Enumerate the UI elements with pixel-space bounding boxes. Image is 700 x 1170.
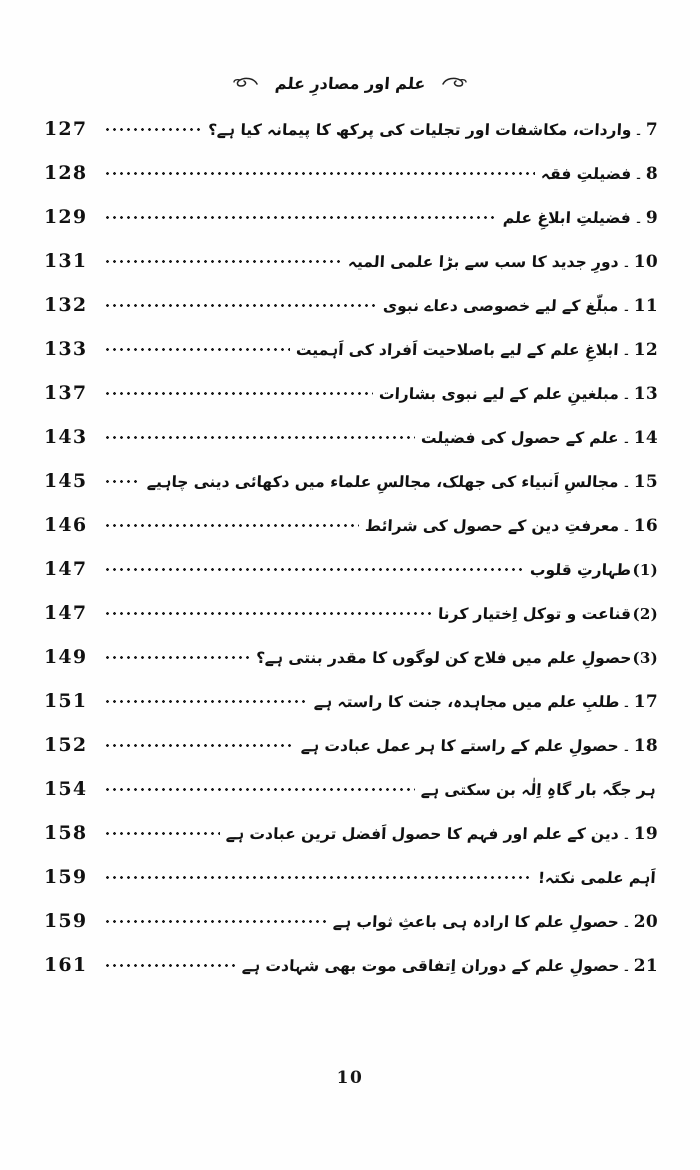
toc-entry-label: [530, 561, 658, 579]
ornament-flourish-icon: [233, 75, 259, 91]
toc-entry-separator: ۔: [621, 297, 631, 315]
toc-leader-dots: [106, 383, 373, 399]
toc-entry-page-number: 137: [44, 382, 88, 404]
toc-entry-label: [333, 912, 658, 932]
toc-entry-title: حصولِ علم کے راستے کا ہر عمل عبادت ہے: [300, 737, 620, 755]
toc-entry[interactable]: [44, 646, 658, 690]
toc-entry-label: [301, 736, 658, 756]
toc-entry-separator: ۔: [621, 385, 631, 403]
toc-leader-dots: [106, 559, 524, 575]
toc-entry-title: مجالسِ اَنبیاء کی جھلک، مجالسِ علماء میں دکھائی دینی چاہیے: [146, 473, 620, 491]
toc-entry[interactable]: [44, 734, 658, 778]
toc-entry[interactable]: [44, 866, 658, 910]
toc-leader-dots: [106, 779, 415, 795]
toc-entry-label: [208, 120, 658, 140]
toc-entry-separator: ۔: [634, 209, 643, 227]
toc-leader-dots: [106, 647, 250, 663]
toc-leader-dots: [106, 823, 220, 839]
toc-entry-number: 15: [633, 472, 658, 492]
toc-entry-title: حصولِ علم کے دوران اِتفاقی موت بھی شہادت ہے: [241, 957, 620, 975]
toc-entry-label: [314, 692, 659, 712]
toc-entry[interactable]: [44, 602, 658, 646]
toc-entry-number: 19: [633, 824, 658, 844]
toc-entry-number: 9: [645, 208, 658, 228]
toc-entry-title: فضیلتِ فقہ: [540, 165, 632, 183]
toc-entry-page-number: 159: [44, 866, 88, 888]
toc-entry-label: [365, 516, 658, 536]
table-of-contents: [44, 118, 658, 998]
toc-entry-number: 20: [633, 912, 658, 932]
toc-entry-title: مبلّغ کے لیے خصوصی دعاے نبوی: [382, 297, 620, 315]
toc-entry-page-number: 159: [44, 910, 88, 932]
toc-entry-title: قناعت و توکل اِختیار کرنا: [437, 605, 632, 623]
toc-entry[interactable]: [44, 954, 658, 998]
toc-entry-page-number: 146: [44, 514, 88, 536]
toc-entry-number: 18: [633, 736, 658, 756]
toc-entry-title: دین کے علم اور فہم کا حصول اَفضل ترین عبادت ہے: [225, 825, 620, 843]
toc-leader-dots: [106, 427, 415, 443]
toc-entry-title: طہارتِ قلوب: [529, 561, 632, 579]
toc-entry-page-number: 133: [44, 338, 88, 360]
toc-entry[interactable]: [44, 558, 658, 602]
toc-entry-title: واردات، مکاشفات اور تجلیات کی پرکھ کا پیمانہ کیا ہے؟: [207, 121, 632, 139]
toc-leader-dots: [106, 207, 497, 223]
running-header: [0, 66, 700, 100]
toc-entry[interactable]: [44, 910, 658, 954]
toc-leader-dots: [106, 691, 308, 707]
toc-leader-dots: [106, 339, 290, 355]
toc-entry-title: مبلغینِ علم کے لیے نبوی بشارات: [378, 385, 620, 403]
toc-entry-label: [421, 781, 658, 799]
toc-entry[interactable]: [44, 470, 658, 514]
toc-entry-number: 13: [633, 384, 658, 404]
toc-leader-dots: [106, 735, 295, 751]
toc-entry[interactable]: [44, 250, 658, 294]
toc-entry-page-number: 158: [44, 822, 88, 844]
toc-entry-page-number: 132: [44, 294, 88, 316]
toc-leader-dots: [106, 251, 342, 267]
toc-leader-dots: [106, 471, 141, 487]
toc-entry-separator: ۔: [621, 341, 631, 359]
toc-entry[interactable]: [44, 206, 658, 250]
toc-entry-label: [226, 824, 658, 844]
toc-entry-page-number: 147: [44, 602, 88, 624]
toc-leader-dots: [106, 295, 377, 311]
toc-entry-page-number: 128: [44, 162, 88, 184]
toc-entry-number: 7: [645, 120, 658, 140]
toc-entry-label: [541, 164, 658, 184]
toc-entry-page-number: 154: [44, 778, 88, 800]
toc-entry-title: طلبِ علم میں مجاہدہ، جنت کا راستہ ہے: [313, 693, 620, 711]
toc-entry-label: [438, 605, 658, 623]
toc-entry-label: [379, 384, 658, 404]
toc-entry[interactable]: [44, 118, 658, 162]
toc-entry[interactable]: [44, 294, 658, 338]
toc-entry[interactable]: [44, 690, 658, 734]
toc-entry-number: 21: [633, 956, 658, 976]
toc-entry[interactable]: [44, 822, 658, 866]
toc-entry-page-number: 152: [44, 734, 88, 756]
toc-entry-title: حصولِ علم میں فلاح کن لوگوں کا مقدر بنتی ہے؟: [255, 649, 632, 667]
toc-entry-number: (3): [632, 649, 658, 667]
toc-leader-dots: [106, 911, 327, 927]
toc-entry-label: [538, 869, 658, 887]
toc-entry-number: 17: [633, 692, 658, 712]
toc-entry-page-number: 151: [44, 690, 88, 712]
toc-entry-separator: ۔: [621, 957, 631, 975]
toc-entry-label: [242, 956, 658, 976]
toc-entry-number: 16: [633, 516, 658, 536]
toc-entry-separator: ۔: [634, 165, 643, 183]
toc-entry-label: [256, 649, 658, 667]
toc-entry-label: [383, 296, 658, 316]
toc-entry[interactable]: [44, 338, 658, 382]
toc-entry-title: دورِ جدید کا سب سے بڑا علمی المیہ: [347, 253, 620, 271]
toc-leader-dots: [106, 955, 236, 971]
toc-entry-separator: ۔: [634, 121, 643, 139]
toc-entry-title: حصولِ علم کا ارادہ ہی باعثِ ثواب ہے: [332, 913, 620, 931]
toc-entry-number: 11: [633, 296, 658, 316]
toc-entry-separator: ۔: [621, 429, 631, 447]
toc-entry-number: (1): [632, 561, 658, 579]
toc-entry-page-number: 161: [44, 954, 88, 976]
toc-entry-page-number: 147: [44, 558, 88, 580]
toc-entry-separator: ۔: [621, 825, 631, 843]
toc-entry-label: [421, 428, 658, 448]
toc-entry-separator: ۔: [621, 737, 631, 755]
toc-entry-label: [348, 252, 658, 272]
toc-entry[interactable]: [44, 426, 658, 470]
toc-entry-title: معرفتِ دین کے حصول کی شرائط: [364, 517, 620, 535]
toc-entry[interactable]: [44, 382, 658, 426]
toc-entry[interactable]: [44, 778, 658, 822]
toc-entry-number: 14: [633, 428, 658, 448]
toc-entry-title: ابلاغِ علم کے لیے باصلاحیت اَفراد کی اَہمیت: [295, 341, 620, 359]
toc-entry-title: علم کے حصول کی فضیلت: [420, 429, 620, 447]
toc-entry[interactable]: [44, 514, 658, 558]
page-title: علم اور مصادرِ علم: [274, 73, 426, 93]
toc-entry-label: [503, 208, 658, 228]
toc-entry-title: فضیلتِ ابلاغِ علم: [502, 209, 632, 227]
toc-entry-number: 10: [633, 252, 658, 272]
toc-entry-page-number: 131: [44, 250, 88, 272]
toc-entry-page-number: 145: [44, 470, 88, 492]
toc-leader-dots: [106, 163, 535, 179]
toc-entry-separator: ۔: [621, 253, 631, 271]
toc-entry-label: [296, 340, 658, 360]
toc-entry-title: ہر جگہ بار گاہِ اِلٰہ بن سکتی ہے: [420, 781, 657, 799]
toc-leader-dots: [106, 867, 532, 883]
toc-entry-title: اَہم علمی نکتہ!: [537, 869, 657, 887]
ornament-flourish-icon: [441, 75, 467, 91]
toc-entry-separator: ۔: [621, 517, 631, 535]
toc-entry-separator: ۔: [621, 693, 631, 711]
toc-leader-dots: [106, 119, 202, 135]
toc-entry-number: (2): [632, 605, 658, 623]
toc-entry[interactable]: [44, 162, 658, 206]
toc-entry-separator: ۔: [621, 913, 631, 931]
toc-entry-label: [147, 472, 658, 492]
folio-page-number: 10: [336, 1068, 364, 1088]
toc-entry-page-number: 143: [44, 426, 88, 448]
toc-leader-dots: [106, 515, 359, 531]
toc-entry-separator: ۔: [621, 473, 631, 491]
toc-entry-page-number: 127: [44, 118, 88, 140]
toc-entry-page-number: 129: [44, 206, 88, 228]
toc-entry-page-number: 149: [44, 646, 88, 668]
toc-leader-dots: [106, 603, 432, 619]
toc-entry-number: 8: [645, 164, 658, 184]
toc-entry-number: 12: [633, 340, 658, 360]
